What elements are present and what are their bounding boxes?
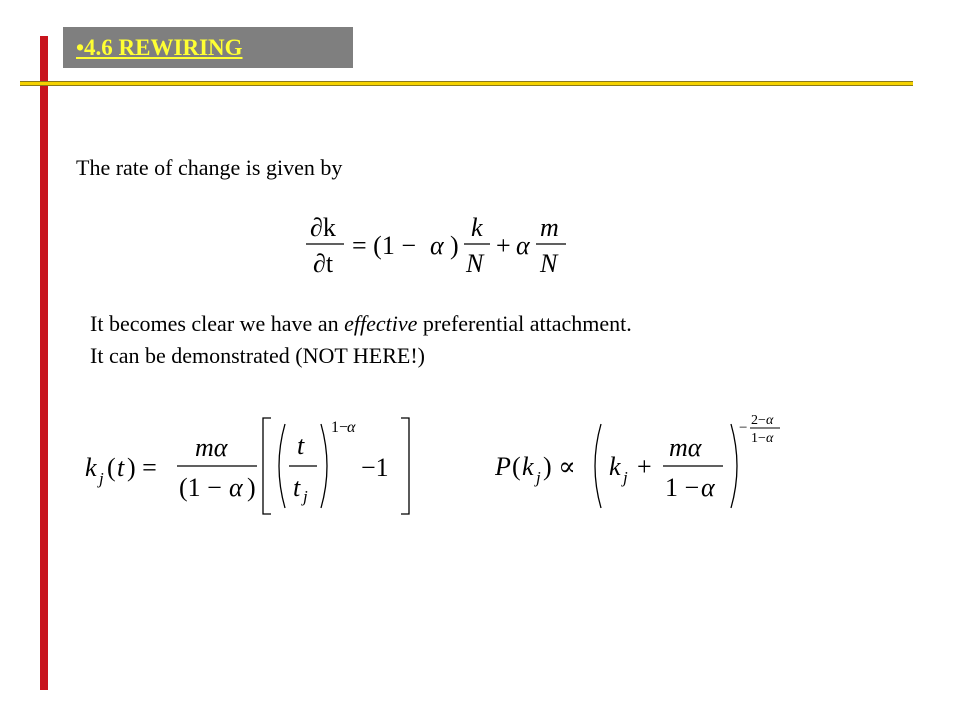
degree-evolution-equation (85, 410, 425, 525)
svg-text:j: j (303, 487, 308, 506)
svg-text:1−: 1− (751, 431, 766, 446)
svg-text:α: α (347, 419, 356, 436)
svg-text:mα: mα (669, 433, 702, 462)
intro-text: The rate of change is given by (76, 155, 343, 180)
svg-text:= (1 −: = (1 − (352, 231, 416, 260)
svg-text:m: m (540, 213, 559, 242)
rate-equation (300, 210, 580, 280)
svg-text:) =: ) = (127, 453, 157, 482)
svg-text:P: P (495, 452, 511, 481)
svg-text:(: ( (107, 453, 116, 482)
svg-text:∂k: ∂k (310, 213, 336, 242)
svg-text:mα: mα (195, 433, 228, 462)
demonstrated-line: It can be demonstrated (NOT HERE!) (90, 343, 425, 368)
svg-text:−1: −1 (361, 453, 389, 482)
svg-text:(: ( (512, 452, 521, 481)
svg-text:1−: 1− (331, 419, 349, 436)
svg-text:N: N (466, 249, 484, 278)
svg-text:j: j (99, 469, 104, 488)
svg-text:N: N (540, 249, 558, 278)
svg-text:j: j (623, 468, 628, 487)
left-accent-bar (40, 36, 48, 690)
svg-text:t: t (293, 473, 301, 502)
svg-text:k: k (522, 452, 534, 481)
degree-distribution-equation (495, 412, 795, 512)
svg-text:(1 −: (1 − (179, 473, 222, 502)
svg-text:+: + (496, 231, 511, 260)
svg-text:): ) (247, 473, 256, 502)
svg-text:α: α (766, 413, 774, 428)
svg-text:): ) (450, 231, 459, 260)
svg-text:∂t: ∂t (313, 249, 334, 278)
svg-text:t: t (297, 431, 305, 460)
svg-text:α: α (701, 473, 715, 502)
svg-text:1 −: 1 − (665, 473, 700, 502)
svg-text:−: − (739, 420, 748, 436)
slide-title: •4.6 REWIRING (76, 35, 243, 60)
svg-text:) ∝: ) ∝ (543, 452, 576, 481)
effective-attachment-line: It becomes clear we have an effective preferential attachment. (90, 311, 632, 336)
svg-text:k: k (609, 452, 621, 481)
svg-text:+: + (637, 452, 652, 481)
svg-text:2−: 2− (751, 413, 766, 428)
svg-text:α: α (766, 431, 774, 446)
svg-text:k: k (471, 213, 483, 242)
title-rule (20, 81, 913, 86)
svg-text:j: j (536, 468, 541, 487)
svg-text:t: t (117, 453, 125, 482)
svg-text:α: α (229, 473, 243, 502)
svg-text:α: α (516, 231, 530, 260)
svg-text:α: α (430, 231, 444, 260)
svg-text:k: k (85, 453, 97, 482)
